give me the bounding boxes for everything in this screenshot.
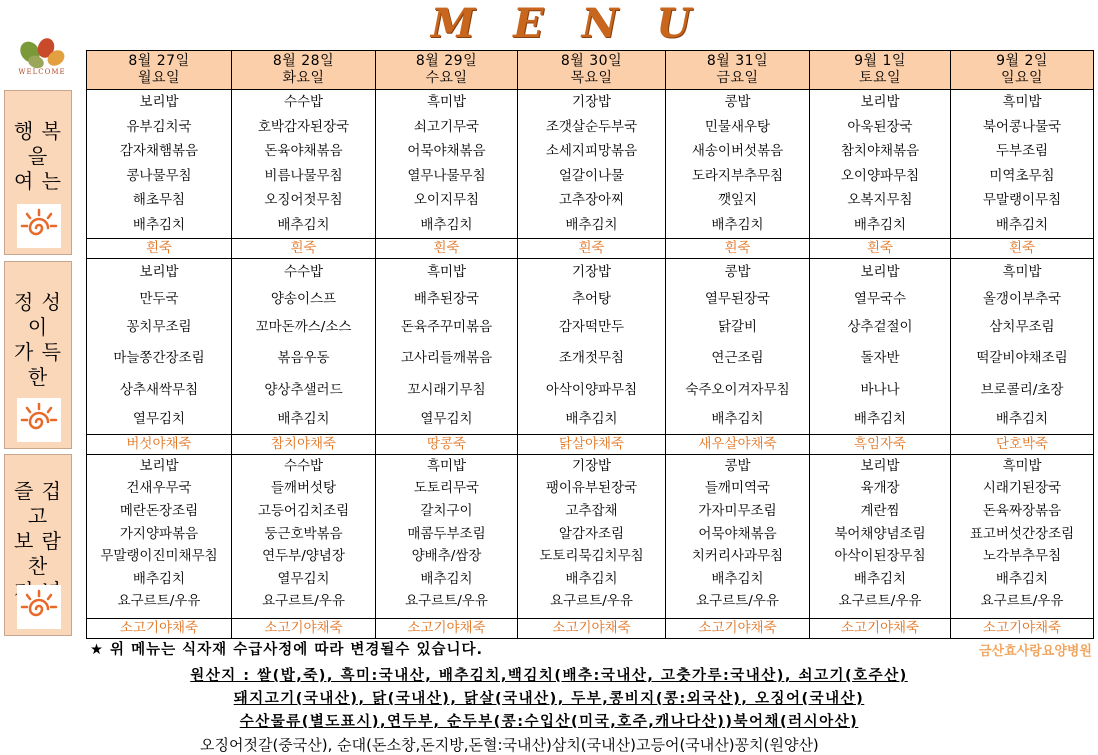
menu-item: 어묵야채볶음 (407, 143, 486, 160)
meal-cell (810, 454, 951, 618)
menu-item: 참치야채볶음 (840, 143, 920, 160)
menu-item: 둥근호박볶음 (264, 525, 343, 542)
menu-item: 배추김치 (132, 570, 186, 587)
origin-line: 원산지 : 쌀(밥,죽), 흑미:국내산, 배추김치,백김치(배추:국내산, 고춧가루:국내산), 쇠고기(호주산) (190, 668, 908, 684)
breakfast-row (87, 90, 1094, 239)
menu-item: 무말랭이진미채무침 (100, 548, 218, 565)
menu-item: 표고버섯간장조림 (969, 525, 1075, 542)
menu-item: 소세지피망볶음 (545, 143, 638, 160)
label-line: 저 녁 (14, 579, 62, 603)
day-weekday: 일요일 (1000, 70, 1044, 86)
menu-item: 오복지무침 (847, 192, 913, 209)
menu-item: 배추김치 (565, 570, 618, 587)
snack-cell: 참치야채죽 (232, 434, 376, 454)
menu-item: 메란돈장조림 (119, 502, 199, 519)
meal-cell (87, 90, 232, 239)
snack-cell: 소고기야채죽 (518, 618, 666, 638)
menu-item: 열무나물무침 (407, 167, 486, 184)
meal-cell (87, 454, 232, 618)
day-date: 9월 1일 (854, 53, 906, 69)
menu-item: 조개젓무침 (558, 349, 625, 366)
meal-cell (232, 454, 376, 618)
meal-cell (518, 90, 666, 239)
breakfast-label (4, 90, 72, 255)
menu-item: 양배추/쌈장 (411, 548, 482, 565)
menu-item: 요구르트/우유 (262, 593, 345, 610)
menu-item: 기장밥 (571, 263, 612, 280)
menu-item: 연두부/양념장 (262, 548, 345, 565)
menu-item: 양송이스프 (270, 291, 337, 308)
menu-item: 고추잡채 (565, 502, 618, 519)
meal-cell (666, 258, 810, 434)
menu-item: 콩밥 (724, 263, 751, 280)
day-header (518, 51, 666, 90)
meal-cell (951, 454, 1094, 618)
day-weekday: 수요일 (425, 70, 468, 86)
sun-icon (17, 398, 61, 442)
day-weekday: 월요일 (137, 70, 181, 86)
menu-item: 열무김치 (132, 410, 186, 427)
svg-text:WELCOME: WELCOME (18, 68, 66, 76)
meal-cell (666, 90, 810, 239)
lunch-row (87, 258, 1094, 434)
menu-item: 추어탕 (571, 291, 612, 308)
menu-item: 기장밥 (571, 94, 612, 110)
dinner-label (4, 454, 72, 636)
day-header (376, 51, 518, 90)
menu-item: 고등어김치조림 (257, 502, 350, 519)
snack-cell: 흰죽 (376, 238, 518, 258)
menu-item: 꽁치무조림 (126, 319, 192, 336)
menu-item: 열무국수 (853, 291, 907, 308)
snack-cell: 흰죽 (810, 238, 951, 258)
origin-line: 오징어젓갈(중국산), 순대(돈소창,돈지방,돈혈:국내산)삼치(국내산)고등어(국내산)꽁치(원양산) (200, 736, 819, 754)
weekly-menu-table (86, 50, 1094, 639)
menu-item: 배추김치 (995, 410, 1049, 427)
meal-cell (87, 258, 232, 434)
menu-item: 열무김치 (277, 570, 330, 587)
menu-item: 배추김치 (132, 216, 186, 233)
menu-item: 양상추샐러드 (264, 381, 343, 398)
menu-item: 감자채햄볶음 (119, 143, 199, 160)
menu-item: 비름나물무침 (264, 167, 343, 184)
label-line: 을 (27, 144, 49, 168)
menu-item: 삼치무조림 (989, 319, 1055, 336)
snack-cell: 닭살야채죽 (518, 434, 666, 454)
menu-item: 배추김치 (565, 216, 618, 233)
label-line: 즐 겁 (14, 479, 62, 503)
day-header (810, 51, 951, 90)
snack-cell: 흰죽 (518, 238, 666, 258)
menu-item: 도토리무국 (413, 480, 480, 497)
meal-cell (232, 90, 376, 239)
lunch-label (4, 261, 72, 449)
label-line: 보 람 (14, 529, 62, 553)
menu-item: 가지양파볶음 (119, 525, 199, 542)
menu-item: 콩밥 (724, 457, 751, 474)
menu-item: 육개장 (860, 480, 900, 497)
meal-cell (951, 90, 1094, 239)
menu-item: 볶음우동 (277, 349, 330, 366)
snack-cell: 흰죽 (232, 238, 376, 258)
menu-item: 조갯살순두부국 (545, 118, 638, 135)
menu-item: 배추김치 (420, 216, 473, 233)
snack-cell: 흑임자죽 (810, 434, 951, 454)
label-line: 가 득 (14, 340, 62, 364)
meal-cell (518, 258, 666, 434)
menu-item: 돈육주꾸미볶음 (400, 319, 493, 336)
menu-item: 배추김치 (853, 570, 907, 587)
menu-item: 배추김치 (995, 216, 1049, 233)
day-header (951, 51, 1094, 90)
menu-item: 팽이유부된장국 (545, 480, 638, 497)
menu-item: 상추겉절이 (847, 319, 913, 336)
menu-item: 흑미밥 (426, 457, 467, 474)
menu-item: 요구르트/우유 (980, 593, 1064, 610)
menu-item: 고사리들깨볶음 (400, 349, 493, 366)
snack-cell: 소고기야채죽 (87, 618, 232, 638)
menu-item: 닭갈비 (717, 319, 758, 336)
meal-cell (666, 454, 810, 618)
menu-item: 배추김치 (853, 410, 907, 427)
menu-item: 해초무침 (132, 192, 186, 209)
menu-item: 배추김치 (711, 410, 764, 427)
menu-item: 흑미밥 (1002, 94, 1042, 110)
menu-item: 북어콩나물국 (982, 118, 1062, 135)
menu-item: 새송이버섯볶음 (691, 143, 784, 160)
origin-line: 수산물류(별도표시),연두부, 순두부(콩:수입산(미국,호주,캐나다산))북어채(러시아산) (239, 714, 859, 730)
label-line: 고 (27, 504, 49, 528)
snack-cell: 소고기야채죽 (951, 618, 1094, 638)
menu-item: 아삭이된장무침 (834, 548, 926, 565)
menu-item: 콩나물무침 (126, 167, 192, 184)
welcome-logo (4, 34, 80, 78)
menu-item: 깻잎지 (717, 192, 758, 209)
menu-item: 민물새우탕 (704, 118, 771, 135)
menu-item: 수수밥 (283, 94, 324, 110)
snack-cell: 소고기야채죽 (376, 618, 518, 638)
menu-item: 바나나 (860, 381, 900, 398)
day-weekday: 토요일 (858, 70, 902, 86)
menu-item: 아욱된장국 (847, 118, 913, 135)
menu-item: 보리밥 (860, 457, 900, 474)
snack-cell: 땅콩죽 (376, 434, 518, 454)
label-line: 여 는 (14, 169, 62, 193)
menu-item: 보리밥 (860, 263, 900, 280)
origin-line: 돼지고기(국내산), 닭(국내산), 닭살(국내산), 두부,콩비지(콩:외국산), 오징어(국내산) (233, 691, 865, 707)
menu-item: 들깨미역국 (704, 480, 771, 497)
snack-cell: 흰죽 (951, 238, 1094, 258)
menu-item: 고추장아찌 (558, 192, 625, 209)
menu-item: 요구르트/우유 (405, 593, 488, 610)
meal-cell (376, 454, 518, 618)
menu-item: 흑미밥 (1002, 263, 1042, 280)
menu-item: 얼갈이나물 (558, 167, 625, 184)
menu-item: 요구르트/우유 (838, 593, 922, 610)
meal-cell (376, 258, 518, 434)
menu-item: 배추김치 (277, 216, 330, 233)
menu-item: 오이양파무침 (840, 167, 920, 184)
menu-item: 요구르트/우유 (117, 593, 201, 610)
menu-item: 건새우무국 (126, 480, 192, 497)
label-line: 정 성 (14, 290, 62, 314)
day-header (87, 51, 232, 90)
day-date: 8월 29일 (415, 53, 478, 69)
menu-item: 배추김치 (853, 216, 907, 233)
menu-item: 도라지부추무침 (691, 167, 784, 184)
label-line: 이 (27, 315, 49, 339)
menu-item: 배추김치 (711, 570, 764, 587)
menu-item: 매콤두부조림 (407, 525, 486, 542)
change-notice: ★ 위 메뉴는 식자재 수급사정에 따라 변경될수 있습니다. (90, 642, 483, 658)
day-date: 8월 28일 (272, 53, 335, 69)
menu-item: 숙주오이겨자무침 (685, 381, 790, 398)
menu-item: 연근조림 (711, 349, 764, 366)
meal-cell (376, 90, 518, 239)
day-weekday: 화요일 (282, 70, 325, 86)
menu-item: 돈육짜장볶음 (982, 502, 1062, 519)
sun-icon (17, 204, 61, 248)
snack-cell: 소고기야채죽 (666, 618, 810, 638)
menu-item: 오징어젓무침 (264, 192, 343, 209)
hospital-name: 금산효사랑요양병원 (978, 644, 1092, 659)
day-weekday: 금요일 (716, 70, 759, 86)
meal-cell (518, 454, 666, 618)
menu-item: 열무된장국 (704, 291, 771, 308)
snack-cell: 흰죽 (666, 238, 810, 258)
menu-item: 배추된장국 (413, 291, 480, 308)
menu-item: 시래기된장국 (982, 480, 1062, 497)
menu-item: 돈육야채볶음 (264, 143, 343, 160)
menu-item: 떡갈비야채조림 (976, 349, 1068, 366)
menu-item: 두부조림 (995, 143, 1049, 160)
menu-item: 돌자반 (860, 349, 900, 366)
menu-item: 열무김치 (420, 410, 473, 427)
label-line: 찬 (27, 554, 49, 578)
meal-cell (810, 258, 951, 434)
menu-item: 아삭이양파무침 (545, 381, 638, 398)
day-date: 8월 31일 (706, 53, 769, 69)
dinner-snack-row (87, 618, 1094, 638)
menu-item: 보리밥 (860, 94, 900, 110)
day-weekday: 목요일 (570, 70, 613, 86)
menu-item: 노각부추무침 (982, 548, 1062, 565)
menu-item: 흑미밥 (1002, 457, 1042, 474)
menu-item: 보리밥 (139, 94, 179, 110)
menu-item: 오이지무침 (413, 192, 480, 209)
menu-item: 유부김치국 (126, 118, 192, 135)
menu-item: 꼬마돈까스/소스 (255, 319, 352, 336)
page-title: MENU (430, 0, 730, 47)
menu-item: 어묵야채볶음 (698, 525, 777, 542)
menu-item: 쇠고기무국 (413, 118, 480, 135)
breakfast-snack-row (87, 238, 1094, 258)
menu-item: 올갱이부추국 (982, 291, 1062, 308)
menu-item: 요구르트/우유 (696, 593, 779, 610)
menu-item: 요구르트/우유 (550, 593, 633, 610)
menu-item: 마늘쫑간장조림 (113, 349, 205, 366)
meal-cell (951, 258, 1094, 434)
meal-cell (810, 90, 951, 239)
dinner-row (87, 454, 1094, 618)
menu-item: 배추김치 (995, 570, 1049, 587)
day-header (666, 51, 810, 90)
menu-item: 알감자조림 (558, 525, 625, 542)
label-line: 한 (27, 365, 49, 389)
day-header (232, 51, 376, 90)
menu-item: 보리밥 (139, 263, 179, 280)
menu-item: 미역초무침 (989, 167, 1055, 184)
snack-cell: 단호박죽 (951, 434, 1094, 454)
menu-item: 브로콜리/초장 (980, 381, 1064, 398)
sun-icon (17, 585, 61, 629)
menu-item: 수수밥 (283, 263, 324, 280)
snack-cell: 소고기야채죽 (810, 618, 951, 638)
snack-cell: 버섯야채죽 (87, 434, 232, 454)
day-date: 8월 30일 (560, 53, 623, 69)
meal-cell (232, 258, 376, 434)
menu-item: 흑미밥 (426, 263, 467, 280)
menu-item: 치커리사과무침 (691, 548, 784, 565)
snack-cell: 소고기야채죽 (232, 618, 376, 638)
menu-item: 만두국 (139, 291, 179, 308)
menu-item: 상추새싹무침 (119, 381, 199, 398)
menu-item: 배추김치 (420, 570, 473, 587)
menu-item: 배추김치 (565, 410, 618, 427)
menu-item: 보리밥 (139, 457, 179, 474)
snack-cell: 새우살야채죽 (666, 434, 810, 454)
menu-item: 콩밥 (724, 94, 751, 110)
menu-item: 기장밥 (571, 457, 612, 474)
menu-item: 감자떡만두 (558, 319, 625, 336)
menu-item: 북어채양념조림 (834, 525, 926, 542)
menu-item: 배추김치 (711, 216, 764, 233)
lunch-snack-row (87, 434, 1094, 454)
menu-item: 흑미밥 (426, 94, 467, 110)
label-line: 행 복 (14, 119, 62, 143)
menu-item: 수수밥 (283, 457, 324, 474)
menu-item: 호박감자된장국 (257, 118, 350, 135)
day-header-row (87, 51, 1094, 90)
day-date: 9월 2일 (996, 53, 1048, 69)
menu-item: 도토리묵김치무침 (539, 548, 644, 565)
day-date: 8월 27일 (128, 53, 190, 69)
menu-item: 들깨버섯탕 (270, 480, 337, 497)
menu-item: 꼬시래기무침 (407, 381, 486, 398)
menu-item: 가자미무조림 (698, 502, 777, 519)
menu-item: 배추김치 (277, 410, 330, 427)
menu-item: 계란찜 (860, 502, 900, 519)
menu-item: 갈치구이 (420, 502, 473, 519)
snack-cell: 흰죽 (87, 238, 232, 258)
menu-item: 무말랭이무침 (982, 192, 1062, 209)
